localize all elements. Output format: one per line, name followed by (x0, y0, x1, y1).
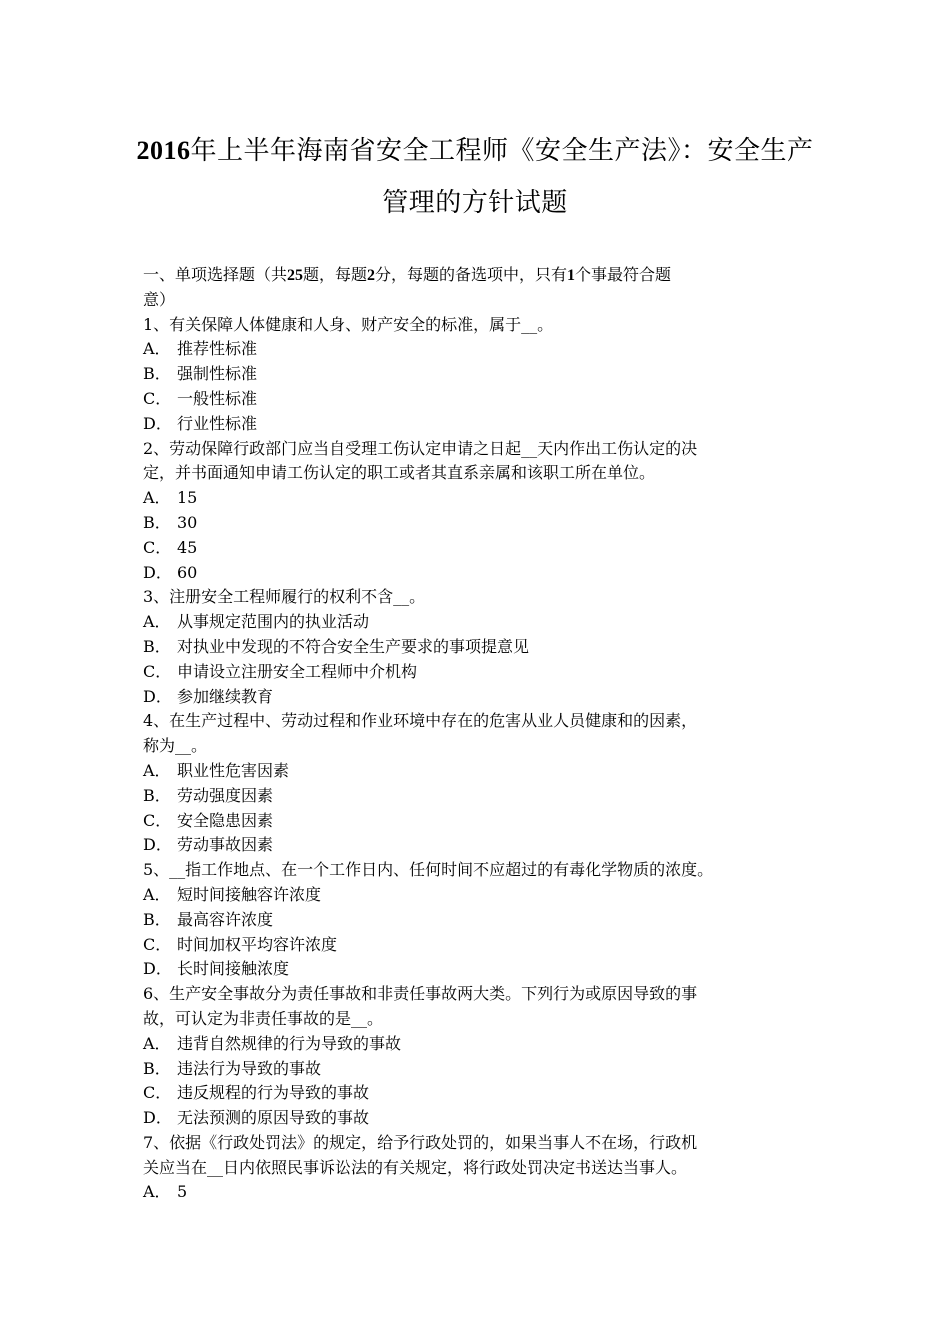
question-stem-line: 4、在生产过程中、劳动过程和作业环境中存在的危害从业人员健康和的因素， (143, 711, 698, 731)
option-letter: D． (143, 686, 172, 706)
document-title-line1 (0, 134, 950, 168)
option-letter: D． (143, 1108, 172, 1128)
option-text: 违法行为导致的事故 (177, 1058, 322, 1078)
question-block (143, 1131, 807, 1205)
option-letter: D． (143, 959, 172, 979)
answer-option (143, 933, 807, 958)
option-text: 5 (177, 1182, 188, 1202)
answer-option (143, 759, 807, 784)
option-letter: C． (143, 537, 172, 557)
option-letter: B． (143, 1058, 171, 1078)
section-heading-part: 分，每题的备选项中，只有 (375, 265, 568, 284)
question-stem-line: 关应当在__日内依照民事诉讼法的有关规定，将行政处罚决定书送达当事人。 (143, 1157, 688, 1177)
question-stem-line: 1、有关保障人体健康和人身、财产安全的标准，属于__。 (143, 314, 554, 334)
option-letter: A． (143, 488, 171, 508)
question-stem-line: 6、生产安全事故分为责任事故和非责任事故两大类。下列行为或原因导致的事 (143, 984, 698, 1004)
section-heading-part: 一、单项选择题（共 (143, 265, 288, 284)
answer-option (143, 1057, 807, 1082)
option-letter: A． (143, 612, 171, 632)
option-letter: C． (143, 1083, 172, 1103)
option-text: 申请设立注册安全工程师中介机构 (177, 661, 418, 681)
document-body (143, 263, 807, 1205)
option-letter: B． (143, 785, 171, 805)
option-text: 推荐性标准 (177, 339, 258, 359)
option-text: 60 (177, 562, 198, 582)
section-points-per-question: 2 (367, 267, 376, 284)
answer-option (143, 362, 807, 387)
option-letter: B． (143, 909, 171, 929)
option-letter: D． (143, 835, 172, 855)
question-block (143, 313, 807, 437)
answer-option (143, 685, 807, 710)
option-letter: B． (143, 364, 171, 384)
option-text: 职业性危害因素 (177, 760, 290, 780)
option-letter: A． (143, 1182, 171, 1202)
option-letter: A． (143, 1033, 171, 1053)
option-letter: A． (143, 339, 171, 359)
option-letter: A． (143, 760, 171, 780)
option-text: 30 (177, 512, 198, 532)
question-list (143, 313, 807, 1206)
option-text: 无法预测的原因导致的事故 (177, 1108, 370, 1128)
answer-option (143, 908, 807, 933)
section-heading-continued: 意） (143, 289, 176, 309)
option-text: 一般性标准 (177, 388, 258, 408)
answer-option (143, 1180, 807, 1205)
answer-option (143, 536, 807, 561)
section-heading (143, 263, 807, 288)
option-text: 违反规程的行为导致的事故 (177, 1083, 370, 1103)
answer-option (143, 883, 807, 908)
option-letter: D． (143, 562, 172, 582)
question-stem-line: 3、注册安全工程师履行的权利不含__。 (143, 587, 426, 607)
option-letter: C． (143, 661, 172, 681)
option-text: 劳动事故因素 (177, 835, 274, 855)
option-text: 违背自然规律的行为导致的事故 (177, 1033, 402, 1053)
answer-option (143, 1032, 807, 1057)
answer-option (143, 809, 807, 834)
option-letter: C． (143, 934, 172, 954)
question-stem-line: 2、劳动保障行政部门应当自受理工伤认定申请之日起__天内作出工伤认定的决 (143, 438, 698, 458)
section-question-count: 25 (287, 267, 304, 284)
option-text: 安全隐患因素 (177, 810, 274, 830)
question-stem-line: 故，可认定为非责任事故的是__。 (143, 1008, 384, 1028)
option-text: 最高容许浓度 (177, 909, 274, 929)
option-letter: B． (143, 512, 171, 532)
section-correct-count: 1 (567, 267, 576, 284)
option-letter: B． (143, 636, 171, 656)
question-stem-line: 7、依据《行政处罚法》的规定，给予行政处罚的，如果当事人不在场，行政机 (143, 1132, 698, 1152)
answer-option (143, 412, 807, 437)
option-text: 劳动强度因素 (177, 785, 274, 805)
option-text: 行业性标准 (177, 413, 258, 433)
question-stem-line: 定，并书面通知申请工伤认定的职工或者其直系亲属和该职工所在单位。 (143, 463, 656, 483)
option-text: 15 (177, 488, 198, 508)
question-block (143, 709, 807, 858)
answer-option (143, 660, 807, 685)
option-text: 时间加权平均容许浓度 (177, 934, 338, 954)
answer-option (143, 957, 807, 982)
answer-option (143, 1106, 807, 1131)
option-text: 强制性标准 (177, 364, 258, 384)
title-line1-text: 年上半年海南省安全工程师《安全生产法》：安全生产 (190, 136, 814, 166)
answer-option (143, 387, 807, 412)
answer-option (143, 635, 807, 660)
option-letter: D． (143, 413, 172, 433)
option-text: 45 (177, 537, 198, 557)
option-text: 短时间接触容许浓度 (177, 884, 322, 904)
title-year: 2016 (136, 136, 191, 165)
answer-option (143, 833, 807, 858)
answer-option (143, 1081, 807, 1106)
section-heading-part: 个事最符合题 (575, 265, 672, 284)
answer-option (143, 486, 807, 511)
question-block (143, 437, 807, 586)
answer-option (143, 784, 807, 809)
question-stem-line: 5、__指工作地点、在一个工作日内、任何时间不应超过的有毒化学物质的浓度。 (143, 860, 714, 880)
option-letter: C． (143, 810, 172, 830)
answer-option (143, 561, 807, 586)
option-letter: A． (143, 884, 171, 904)
question-block (143, 858, 807, 982)
option-text: 对执业中发现的不符合安全生产要求的事项提意见 (177, 636, 530, 656)
answer-option (143, 610, 807, 635)
question-block (143, 585, 807, 709)
document-title-line2: 管理的方针试题 (382, 188, 568, 218)
option-text: 参加继续教育 (177, 686, 274, 706)
question-block (143, 982, 807, 1131)
option-letter: C． (143, 388, 172, 408)
answer-option (143, 511, 807, 536)
option-text: 长时间接触浓度 (177, 959, 290, 979)
option-text: 从事规定范围内的执业活动 (177, 612, 370, 632)
question-stem-line: 称为__。 (143, 736, 208, 756)
section-heading-part: 题，每题 (303, 265, 368, 284)
answer-option (143, 337, 807, 362)
